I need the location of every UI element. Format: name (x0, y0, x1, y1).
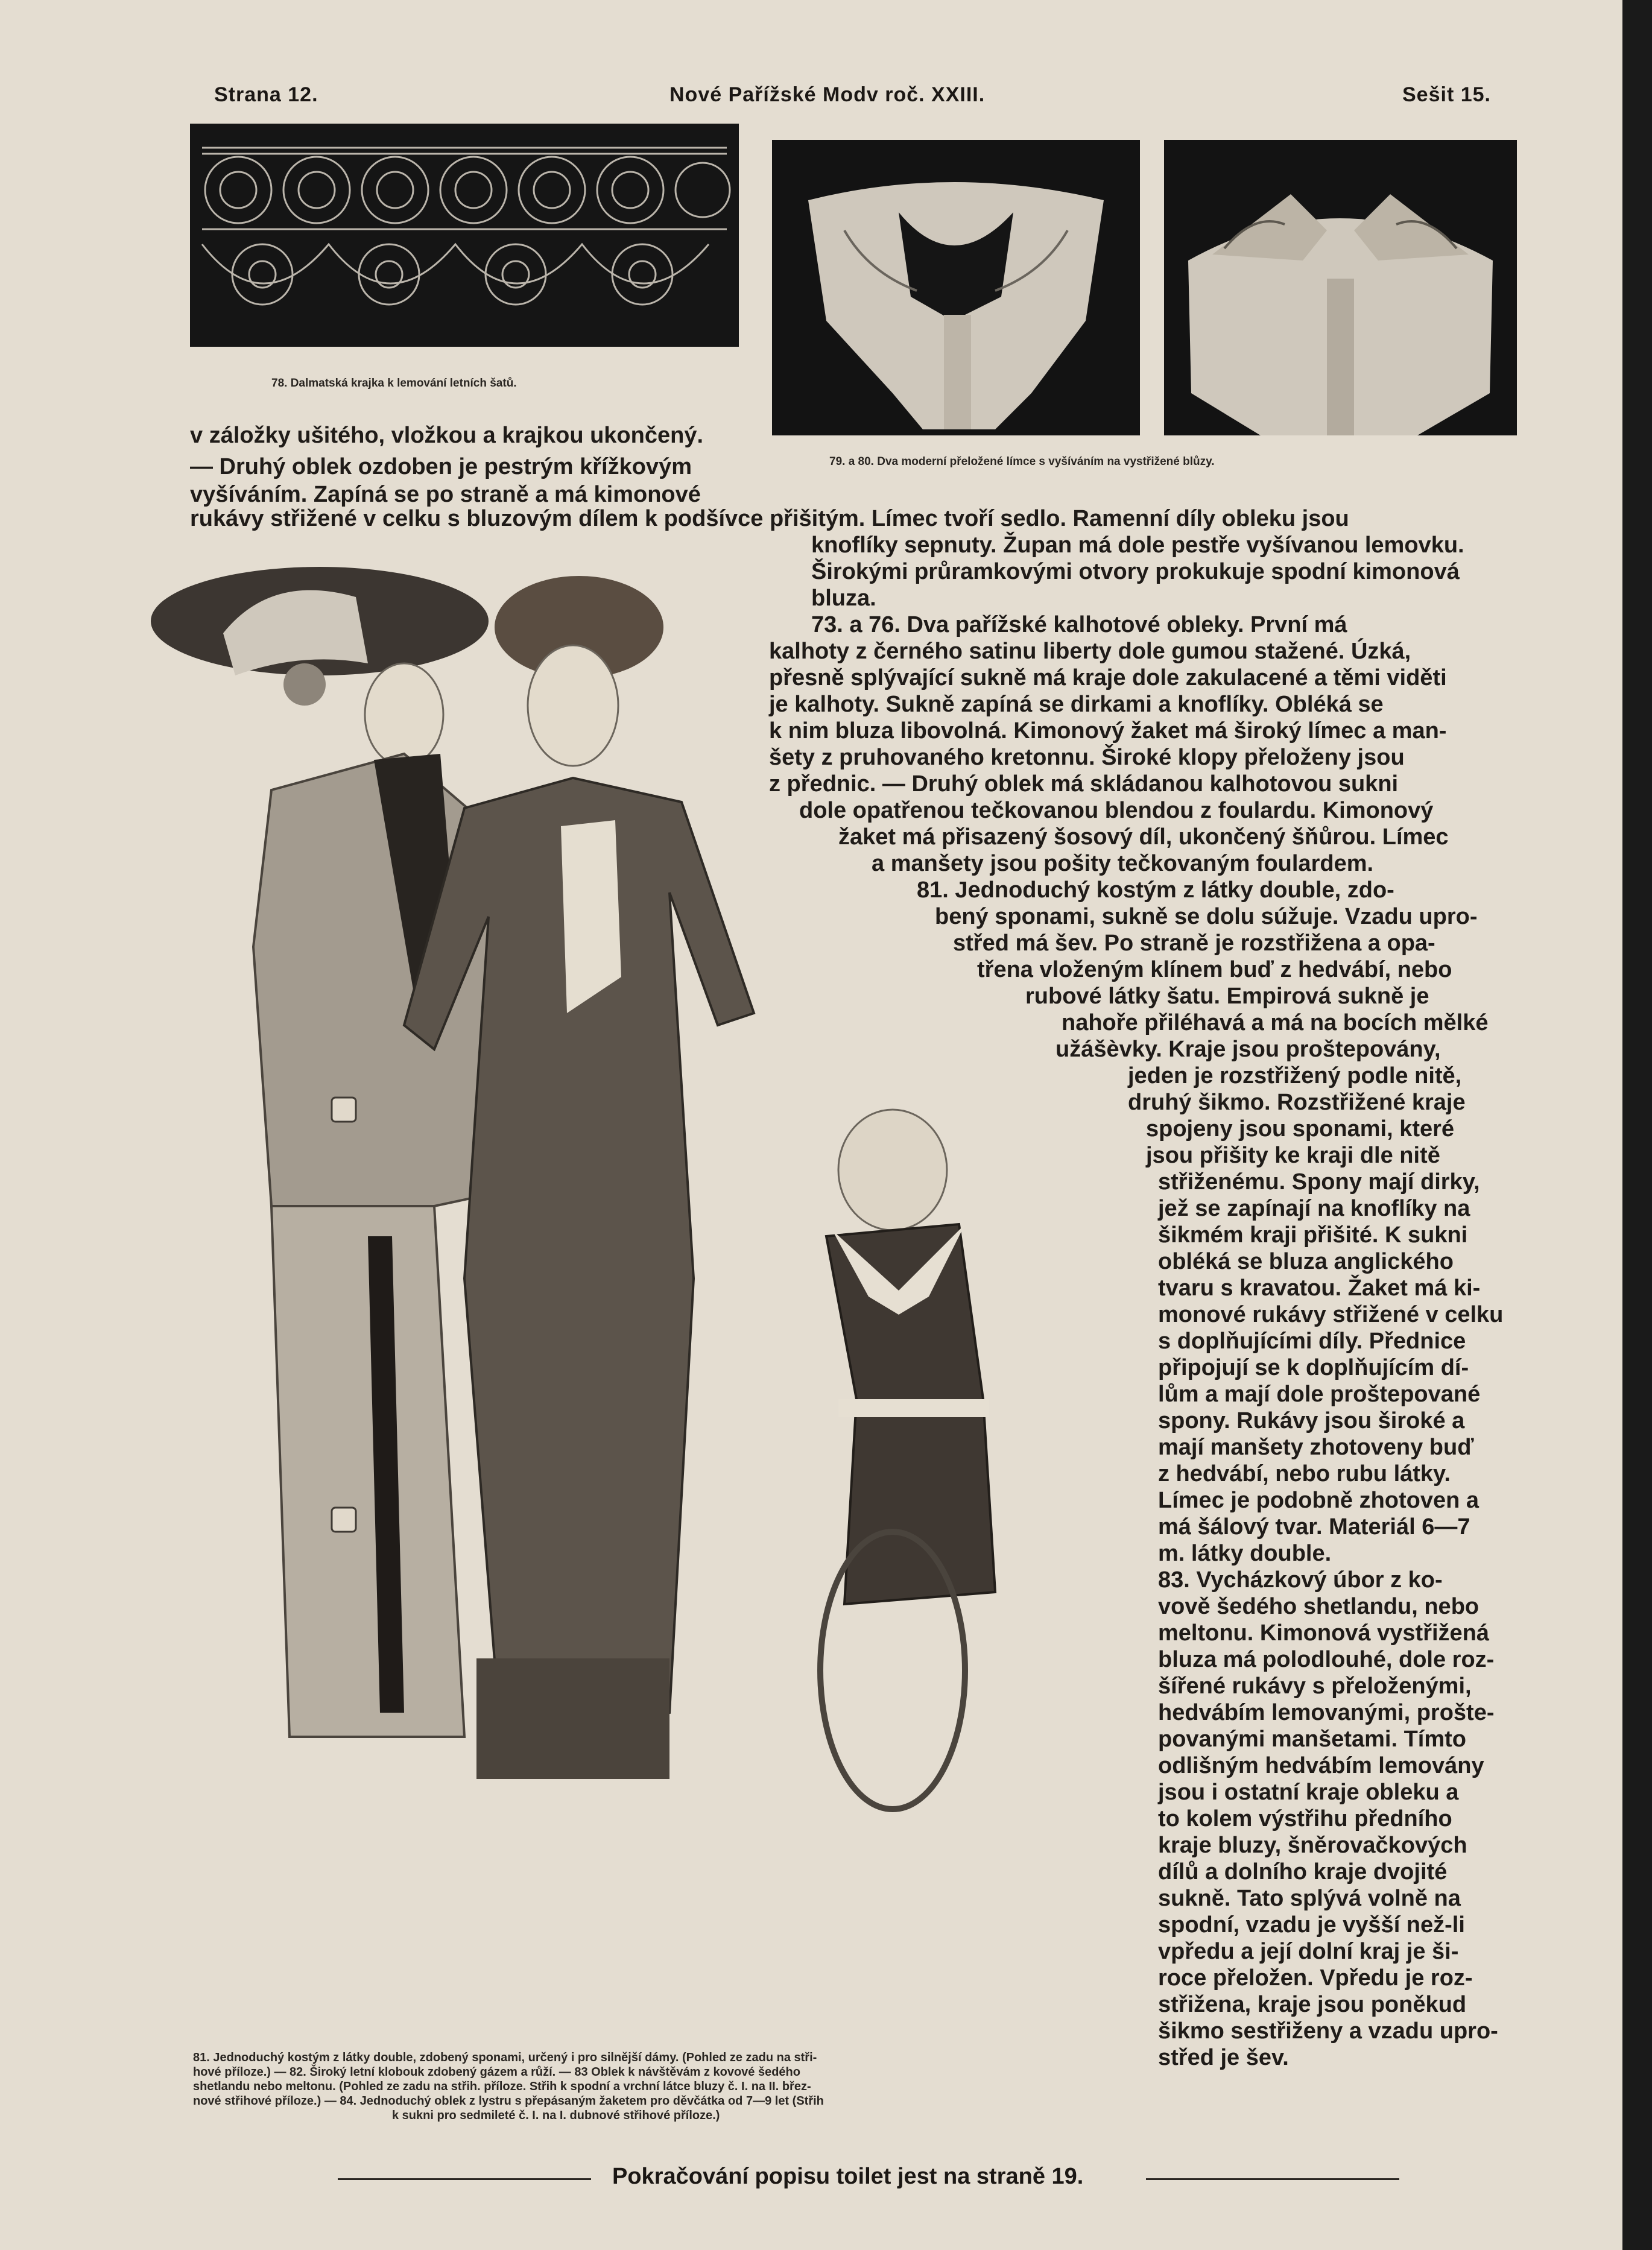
text-line: vpředu a její dolní kraj je ši- (1158, 1939, 1459, 1964)
plate-caption (193, 2050, 1158, 2123)
text-line: je kalhoty. Sukně zapíná se dirkami a knoflíky. Obléká se (769, 692, 1384, 717)
text-line: užášèvky. Kraje jsou proštepovány, (1055, 1037, 1441, 1062)
caption-line: nové střihové příloze.) — 84. Jednoduchý oblek z lystru s přepásaným žaketem pro děvčátka od 7—9 let (Střih (193, 2094, 824, 2108)
text-line: — Druhý oblek ozdoben je pestrým křížkovým (190, 454, 692, 479)
collar-photo-80 (1164, 140, 1517, 435)
caption-line: k sukni pro sedmileté č. I. na I. dubnové střihové příloze.) (392, 2109, 720, 2122)
text-line: vově šedého shetlandu, nebo (1158, 1594, 1480, 1619)
text-line: jsou přišity ke kraji dle nitě (1146, 1143, 1440, 1168)
text-line: druhý šikmo. Rozstřižené kraje (1128, 1090, 1466, 1115)
text-line: bluza. (811, 586, 876, 611)
text-line: sukně. Tato splývá volně na (1158, 1886, 1461, 1911)
text-line: jež se zapínají na knoflíky na (1158, 1196, 1470, 1221)
text-line: bený sponami, sukně se dolu súžuje. Vzadu upro- (935, 904, 1478, 929)
issue-number: Sešit 15. (1402, 83, 1491, 106)
text-line: 83. Vycházkový úbor z ko- (1158, 1567, 1443, 1593)
text-line: monové rukávy střižené v celku (1158, 1302, 1504, 1327)
collar-photo-79 (772, 140, 1140, 435)
caption-78: 78. Dalmatská krajka k lemování letních šatů. (271, 377, 517, 390)
text-line: Límec je podobně zhotoven a (1158, 1488, 1480, 1513)
text-line: m. látky double. (1158, 1541, 1332, 1566)
text-line: jsou i ostatní kraje obleku a (1158, 1780, 1459, 1805)
text-line: a manšety jsou pošity tečkovaným foulardem. (872, 851, 1374, 876)
text-line: třena vloženým klínem buď z hedvábí, nebo (977, 957, 1452, 982)
text-line: šířené rukávy s přeloženými, (1158, 1673, 1472, 1699)
text-line: rukávy střižené v celku s bluzovým dílem k podšívce přišitým. Límec tvoří sedlo. Ramenní díly obleku jsou (190, 506, 1349, 531)
caption-line: hové příloze.) — 82. Široký letní klobouk zdobený gázem a růží. — 83 Oblek k návštěvám z kovové šedého (193, 2065, 800, 2079)
text-line: obléká se bluza anglického (1158, 1249, 1454, 1274)
text-line: kalhoty z černého satinu liberty dole gumou stažené. Úzká, (769, 639, 1411, 664)
text-line: knoflíky sepnuty. Župan má dole pestře vyšívanou lemovku. (811, 532, 1464, 558)
text-line: dole opatřenou tečkovanou blendou z foulardu. Kimonový (799, 798, 1434, 823)
page-number: Strana 12. (214, 83, 318, 106)
text-line: bluza má polodlouhé, dole roz- (1158, 1647, 1495, 1672)
text-line: jeden je rozstřižený podle nitě, (1128, 1063, 1462, 1089)
text-line: připojují se k doplňujícím dí- (1158, 1355, 1469, 1380)
text-line: rubové látky šatu. Empirová sukně je (1025, 984, 1429, 1009)
text-line: spony. Rukávy jsou široké a (1158, 1408, 1465, 1433)
publication-title: Nové Pařížské Modv roč. XXIII. (669, 83, 986, 106)
text-line: střiženému. Spony mají dirky, (1158, 1169, 1480, 1195)
text-line: střed je šev. (1158, 2045, 1289, 2070)
text-line: meltonu. Kimonová vystřižená (1158, 1620, 1490, 1646)
footer-note: Pokračování popisu toilet jest na straně 19. (612, 2164, 1084, 2189)
caption-line: 81. Jednoduchý kostým z látky double, zdobený sponami, určený i pro silnější dámy. (Pohled ze zadu na stři- (193, 2051, 817, 2064)
text-line: povanými manšetami. Tímto (1158, 1727, 1467, 1752)
text-line: mají manšety zhotoveny buď (1158, 1435, 1474, 1460)
text-line: Širokými průramkovými otvory prokukuje spodní kimonová (811, 559, 1460, 584)
text-line: odlišným hedvábím lemovány (1158, 1753, 1484, 1778)
text-line: spojeny jsou sponami, které (1146, 1116, 1455, 1142)
text-line: žaket má přisazený šosový díl, ukončený šňůrou. Límec (838, 824, 1449, 850)
text-line: šikmém kraji přišité. K sukni (1158, 1222, 1468, 1248)
text-line: z přednic. — Druhý oblek má skládanou kalhotovou sukni (769, 771, 1399, 797)
text-line: 73. a 76. Dva pařížské kalhotové obleky. První má (811, 612, 1347, 637)
text-line: dílů a dolního kraje dvojité (1158, 1859, 1448, 1885)
text-line: roce přeložen. Vpředu je roz- (1158, 1965, 1473, 1991)
text-line: nahoře přiléhavá a má na bocích mělké (1062, 1010, 1489, 1035)
text-line: 81. Jednoduchý kostým z látky double, zdo- (917, 877, 1394, 903)
text-line: šety z pruhovaného kretonnu. Široké klopy přeloženy jsou (769, 745, 1405, 770)
caption-line: shetlandu nebo meltonu. (Pohled ze zadu na střih. příloze. Střih k spodní a vrchní látce bluzy č. I. na II. břez- (193, 2080, 811, 2093)
text-line: má šálový tvar. Materiál 6—7 (1158, 1514, 1470, 1540)
footer-rule-left (338, 2178, 591, 2180)
text-line: to kolem výstřihu předního (1158, 1806, 1452, 1831)
text-line: vyšíváním. Zapíná se po straně a má kimonové (190, 482, 701, 507)
footer-rule-right (1146, 2178, 1399, 2180)
text-line: přesně splývající sukně má kraje dole zakulacené a těmi viděti (769, 665, 1447, 690)
text-line: hedvábím lemovanými, prošte- (1158, 1700, 1495, 1725)
text-line: lům a mají dole proštepované (1158, 1382, 1481, 1407)
caption-79-80: 79. a 80. Dva moderní přeložené límce s vyšíváním na vystřižené blůzy. (829, 455, 1215, 468)
text-line: kraje bluzy, šněrovačkových (1158, 1833, 1467, 1858)
text-line: s doplňujícími díly. Přednice (1158, 1329, 1466, 1354)
text-line: šikmo sestřiženy a vzadu upro- (1158, 2018, 1498, 2044)
text-line: z hedvábí, nebo rubu látky. (1158, 1461, 1451, 1487)
text-line: v záložky ušitého, vložkou a krajkou ukončený. (190, 423, 704, 448)
scan-edge (1622, 0, 1652, 2250)
lace-photo (190, 124, 739, 347)
text-line: spodní, vzadu je vyšší než-li (1158, 1912, 1465, 1938)
text-line: střižena, kraje jsou poněkud (1158, 1992, 1467, 2017)
text-line: střed má šev. Po straně je rozstřižena a opa- (953, 931, 1435, 956)
text-line: tvaru s kravatou. Žaket má ki- (1158, 1275, 1481, 1301)
text-line: k nim bluza libovolná. Kimonový žaket má široký límec a man- (769, 718, 1447, 744)
